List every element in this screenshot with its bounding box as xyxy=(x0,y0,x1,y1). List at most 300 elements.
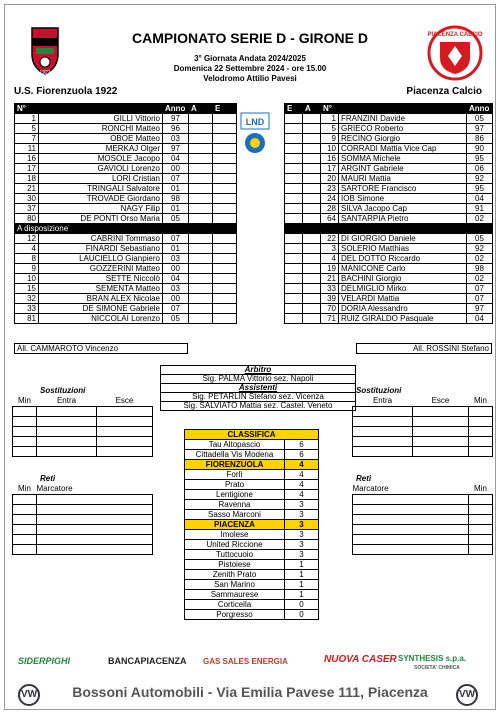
goal-row xyxy=(13,494,153,504)
player-name: RONCHI Matteo xyxy=(39,124,163,134)
player-year: 90 xyxy=(467,144,493,154)
player-year: 01 xyxy=(163,184,189,194)
goal-row xyxy=(13,524,153,534)
ammonito-cell xyxy=(189,124,213,134)
espulso-cell xyxy=(213,194,237,204)
player-year: 03 xyxy=(163,134,189,144)
venue-line: Velodromo Attilio Pavesi xyxy=(203,74,297,83)
player-row xyxy=(15,234,237,244)
espulso-cell xyxy=(213,114,237,124)
sponsor-gas-sales: GAS SALES ENERGIA xyxy=(203,657,288,666)
player-row xyxy=(15,184,237,194)
sub-row-cell[interactable] xyxy=(13,436,37,446)
espulso-cell xyxy=(285,234,303,244)
goal-row-cell[interactable] xyxy=(353,524,469,534)
goal-row-cell[interactable] xyxy=(469,514,493,524)
ammonito-cell xyxy=(189,284,213,294)
player-number: 5 xyxy=(15,124,39,134)
sub-row-cell[interactable] xyxy=(97,446,153,456)
standings-row xyxy=(185,530,319,540)
home-goals-table xyxy=(12,484,153,555)
ammonito-cell xyxy=(189,274,213,284)
espulso-cell xyxy=(213,144,237,154)
standings-points: 3 xyxy=(285,520,319,530)
goal-row xyxy=(353,544,493,554)
ammonito-cell xyxy=(189,194,213,204)
player-number: 17 xyxy=(321,164,339,174)
sub-row-cell[interactable] xyxy=(353,436,413,446)
goal-row-cell[interactable] xyxy=(469,544,493,554)
player-number: 3 xyxy=(321,244,339,254)
player-number: 1 xyxy=(321,114,339,124)
player-number: 11 xyxy=(15,144,39,154)
player-number: 4 xyxy=(15,244,39,254)
goal-row-cell[interactable] xyxy=(37,514,153,524)
player-number: 18 xyxy=(15,174,39,184)
sub-row-cell[interactable] xyxy=(413,406,469,416)
player-name: MANICONE Carlo xyxy=(339,264,467,274)
goal-row xyxy=(353,494,493,504)
goal-row xyxy=(13,534,153,544)
player-row xyxy=(15,154,237,164)
svg-text:PIACENZA CALCIO: PIACENZA CALCIO xyxy=(427,32,483,38)
goal-row-cell[interactable] xyxy=(13,524,37,534)
standings-team: United Riccione xyxy=(185,540,285,550)
sub-row-cell[interactable] xyxy=(97,406,153,416)
officials-table xyxy=(160,365,356,411)
sub-row-cell[interactable] xyxy=(413,426,469,436)
away-coach: All. ROSSINI Stefano xyxy=(356,343,492,354)
player-year: 04 xyxy=(163,274,189,284)
player-number: 5 xyxy=(321,124,339,134)
sub-row-cell[interactable] xyxy=(37,436,97,446)
sub-row-cell[interactable] xyxy=(13,446,37,456)
standings-row xyxy=(185,500,319,510)
sub-row-cell[interactable] xyxy=(353,406,413,416)
espulso-cell xyxy=(213,164,237,174)
player-number: 16 xyxy=(15,154,39,164)
sub-row-cell[interactable] xyxy=(97,416,153,426)
ammonito-cell xyxy=(303,194,321,204)
standings-row xyxy=(185,550,319,560)
ammonito-cell xyxy=(303,124,321,134)
player-year: 07 xyxy=(163,304,189,314)
goal-row-cell[interactable] xyxy=(13,494,37,504)
ammonito-cell xyxy=(189,214,213,224)
standings-points: 4 xyxy=(285,480,319,490)
ammonito-cell xyxy=(189,254,213,264)
ammonito-cell xyxy=(303,134,321,144)
sub-row xyxy=(353,406,493,416)
espulso-cell xyxy=(213,134,237,144)
standings-points: 4 xyxy=(285,490,319,500)
espulso-cell xyxy=(285,164,303,174)
player-row xyxy=(285,244,493,254)
vw-logo-icon: VW xyxy=(456,684,478,706)
standings-row xyxy=(185,490,319,500)
ammonito-cell xyxy=(303,114,321,124)
sub-row-cell[interactable] xyxy=(13,426,37,436)
standings-row xyxy=(185,560,319,570)
ammonito-cell xyxy=(189,234,213,244)
standings-row xyxy=(185,460,319,470)
player-row xyxy=(285,314,493,324)
player-number: 64 xyxy=(321,214,339,224)
player-name: LORI Cristian xyxy=(39,174,163,184)
assistenti-label: Assistenti xyxy=(161,384,356,393)
standings-points: 3 xyxy=(285,500,319,510)
standings-points: 6 xyxy=(285,450,319,460)
piacenza-logo-icon xyxy=(426,22,484,84)
standings-row xyxy=(185,540,319,550)
sub-row-cell[interactable] xyxy=(469,416,493,426)
sub-row-cell[interactable] xyxy=(413,416,469,426)
ammonito-cell xyxy=(303,284,321,294)
goal-row xyxy=(353,524,493,534)
goal-row xyxy=(353,504,493,514)
espulso-cell xyxy=(285,214,303,224)
player-name: FRANZINI Davide xyxy=(339,114,467,124)
goal-row-cell[interactable] xyxy=(353,504,469,514)
player-row xyxy=(285,124,493,134)
player-number: 17 xyxy=(15,164,39,174)
ammonito-cell xyxy=(303,234,321,244)
standings-row xyxy=(185,610,319,620)
standings-team: Lentigione xyxy=(185,490,285,500)
player-name: DE PONTI Orso Maria xyxy=(39,214,163,224)
player-number: 33 xyxy=(321,284,339,294)
player-year: 00 xyxy=(163,294,189,304)
sponsor-nuova-caser: NUOVA CASER xyxy=(324,654,397,665)
sponsor-siderpighi: SIDERPIGHI xyxy=(18,656,71,666)
player-year: 04 xyxy=(467,194,493,204)
away-team-name: Piacenza Calcio xyxy=(406,86,482,97)
standings-team: Cittadella Vis Modena xyxy=(185,450,285,460)
ammonito-cell xyxy=(189,184,213,194)
sub-row-cell[interactable] xyxy=(37,406,97,416)
player-row xyxy=(15,264,237,274)
espulso-cell xyxy=(285,154,303,164)
goal-row-cell[interactable] xyxy=(469,494,493,504)
sub-row xyxy=(13,406,153,416)
goals-min-label: Min xyxy=(18,484,31,494)
espulso-cell xyxy=(285,124,303,134)
away-subs-table xyxy=(352,396,493,457)
player-number: 20 xyxy=(321,174,339,184)
col-year: Anno xyxy=(163,104,189,114)
goal-row-cell[interactable] xyxy=(469,524,493,534)
sub-row-cell[interactable] xyxy=(37,426,97,436)
goal-row-cell[interactable] xyxy=(353,534,469,544)
goal-row-cell[interactable] xyxy=(469,534,493,544)
espulso-cell xyxy=(213,314,237,324)
player-year: 00 xyxy=(163,264,189,274)
espulso-cell xyxy=(285,274,303,284)
player-name: TRINGALI Salvatore xyxy=(39,184,163,194)
goal-row-cell[interactable] xyxy=(37,504,153,514)
match-header xyxy=(0,30,500,84)
espulso-cell xyxy=(213,154,237,164)
sub-row xyxy=(353,446,493,456)
player-row xyxy=(285,184,493,194)
lnd-logo-icon xyxy=(240,112,270,156)
player-year: 05 xyxy=(163,214,189,224)
footer-bossoni: Bossoni Automobili - Via Emilia Pavese 111, Piacenza xyxy=(72,684,428,700)
player-name: NICCOLAI Lorenzo xyxy=(39,314,163,324)
col-year: Anno xyxy=(467,104,493,114)
sub-row-cell[interactable] xyxy=(97,436,153,446)
standings-points: 3 xyxy=(285,530,319,540)
player-row xyxy=(15,114,237,124)
player-number: 32 xyxy=(15,294,39,304)
player-name: RUIZ GIRALDO Pasquale xyxy=(339,314,467,324)
player-number: 10 xyxy=(15,274,39,284)
player-row xyxy=(285,194,493,204)
sub-row-cell[interactable] xyxy=(37,446,97,456)
player-year: 01 xyxy=(163,244,189,254)
bench-separator-cell xyxy=(285,224,493,234)
player-year: 92 xyxy=(467,174,493,184)
player-year: 98 xyxy=(163,194,189,204)
standings-team: Prato xyxy=(185,480,285,490)
player-row xyxy=(15,294,237,304)
player-year: 02 xyxy=(467,254,493,264)
player-year: 05 xyxy=(163,314,189,324)
player-name: ARGINT Gabriele xyxy=(339,164,467,174)
ammonito-cell xyxy=(303,264,321,274)
date-time-line: Domenica 22 Settembre 2024 - ore 15.00 xyxy=(173,64,327,73)
player-year: 05 xyxy=(467,114,493,124)
player-number: 9 xyxy=(15,264,39,274)
espulso-cell xyxy=(213,234,237,244)
espulso-cell xyxy=(285,304,303,314)
col-number: N° xyxy=(321,104,339,114)
espulso-cell xyxy=(285,194,303,204)
espulso-cell xyxy=(285,114,303,124)
player-year: 98 xyxy=(467,264,493,274)
goal-row-cell[interactable] xyxy=(353,544,469,554)
sub-row xyxy=(13,426,153,436)
player-row xyxy=(285,114,493,124)
player-number: 37 xyxy=(15,204,39,214)
player-name: BACHINI Giorgio xyxy=(339,274,467,284)
standings-points: 3 xyxy=(285,550,319,560)
col-espulso: E xyxy=(285,104,303,114)
espulso-cell xyxy=(285,134,303,144)
player-number: 23 xyxy=(321,184,339,194)
goal-row-cell[interactable] xyxy=(37,534,153,544)
player-number: 39 xyxy=(321,294,339,304)
espulso-cell xyxy=(285,264,303,274)
player-year: 92 xyxy=(467,244,493,254)
standings-points: 3 xyxy=(285,540,319,550)
ammonito-cell xyxy=(303,214,321,224)
ammonito-cell xyxy=(189,174,213,184)
ammonito-cell xyxy=(303,204,321,214)
player-number: 33 xyxy=(15,304,39,314)
goal-row-cell[interactable] xyxy=(353,494,469,504)
espulso-cell xyxy=(285,244,303,254)
player-row xyxy=(15,174,237,184)
player-year: 97 xyxy=(467,124,493,134)
sub-row-cell[interactable] xyxy=(469,426,493,436)
standings-points: 4 xyxy=(285,460,319,470)
home-team-name: U.S. Fiorenzuola 1922 xyxy=(14,86,118,97)
sub-row-cell[interactable] xyxy=(37,416,97,426)
espulso-cell xyxy=(213,294,237,304)
player-row xyxy=(285,304,493,314)
espulso-cell xyxy=(285,314,303,324)
sub-row-cell[interactable] xyxy=(413,446,469,456)
ammonito-cell xyxy=(189,154,213,164)
sub-row-cell[interactable] xyxy=(97,426,153,436)
standings-row xyxy=(185,520,319,530)
sub-row-cell[interactable] xyxy=(469,446,493,456)
goal-row-cell[interactable] xyxy=(37,544,153,554)
player-number: 22 xyxy=(321,234,339,244)
ammonito-cell xyxy=(303,304,321,314)
espulso-cell xyxy=(285,144,303,154)
espulso-cell xyxy=(213,124,237,134)
col-name xyxy=(339,104,467,114)
player-year: 07 xyxy=(467,284,493,294)
player-name: GRIECO Roberto xyxy=(339,124,467,134)
player-name: SETTE Niccolò xyxy=(39,274,163,284)
home-roster-table xyxy=(14,103,237,324)
col-ammonito: A xyxy=(303,104,321,114)
goal-row-cell[interactable] xyxy=(13,544,37,554)
standings-team: Sasso Marconi xyxy=(185,510,285,520)
sub-row-cell[interactable] xyxy=(469,436,493,446)
standings-team: Zenith Prato xyxy=(185,570,285,580)
bench-separator xyxy=(15,224,237,234)
sub-row-cell[interactable] xyxy=(353,446,413,456)
standings-team: Ravenna xyxy=(185,500,285,510)
player-year: 07 xyxy=(467,294,493,304)
ammonito-cell xyxy=(303,254,321,264)
player-name: RECINO Giorgio xyxy=(339,134,467,144)
sponsor-synthesis-sub: SOCIETA' CHIMICA xyxy=(414,665,460,671)
player-number: 81 xyxy=(15,314,39,324)
sub-row-cell[interactable] xyxy=(413,436,469,446)
sub-row-cell[interactable] xyxy=(13,406,37,416)
player-year: 03 xyxy=(163,284,189,294)
player-year: 91 xyxy=(467,204,493,214)
home-subs-table xyxy=(12,396,153,457)
player-row xyxy=(15,244,237,254)
standings-team: Pistoiese xyxy=(185,560,285,570)
goal-row-cell[interactable] xyxy=(353,514,469,524)
goals-scorer-label: Marcatore xyxy=(36,484,73,494)
goal-row-cell[interactable] xyxy=(13,534,37,544)
player-row xyxy=(285,164,493,174)
espulso-cell xyxy=(213,284,237,294)
goal-row-cell[interactable] xyxy=(13,514,37,524)
goals-scorer-label: Marcatore xyxy=(352,484,389,494)
ammonito-cell xyxy=(303,164,321,174)
player-name: GAVIOLI Lorenzo xyxy=(39,164,163,174)
player-row xyxy=(15,164,237,174)
goal-row-cell[interactable] xyxy=(37,494,153,504)
player-name: BRAN ALEX Nicolae xyxy=(39,294,163,304)
player-year: 01 xyxy=(163,204,189,214)
sub-row xyxy=(13,446,153,456)
ammonito-cell xyxy=(189,244,213,254)
player-name: SARTORE Francisco xyxy=(339,184,467,194)
espulso-cell xyxy=(213,264,237,274)
col-espulso: E xyxy=(213,104,237,114)
standings-points: 0 xyxy=(285,600,319,610)
player-number: 1 xyxy=(15,114,39,124)
home-subs-title: Sostituzioni xyxy=(40,386,86,395)
player-number: 4 xyxy=(321,254,339,264)
sub-row xyxy=(13,416,153,426)
player-year: 97 xyxy=(163,144,189,154)
sub-row-cell[interactable] xyxy=(13,416,37,426)
player-name: MOSOLE Jacopo xyxy=(39,154,163,164)
sub-row-cell[interactable] xyxy=(469,406,493,416)
standings-row xyxy=(185,480,319,490)
player-row xyxy=(285,174,493,184)
goal-row-cell[interactable] xyxy=(37,524,153,534)
player-number: 80 xyxy=(15,214,39,224)
player-year: 04 xyxy=(163,154,189,164)
subs-entra-label: Entra xyxy=(56,396,77,406)
espulso-cell xyxy=(285,254,303,264)
championship-title: CAMPIONATO SERIE D - GIRONE D xyxy=(132,30,368,46)
player-name: CORRADI Mattia Vice Cap xyxy=(339,144,467,154)
player-year: 97 xyxy=(467,304,493,314)
ammonito-cell xyxy=(303,244,321,254)
player-year: 97 xyxy=(163,114,189,124)
svg-text:1922: 1922 xyxy=(39,70,51,76)
ammonito-cell xyxy=(303,294,321,304)
standings-row xyxy=(185,440,319,450)
goal-row xyxy=(353,534,493,544)
standings-team: PIACENZA xyxy=(185,520,285,530)
player-row xyxy=(285,214,493,224)
player-name: GOZZERINI Matteo xyxy=(39,264,163,274)
ammonito-cell xyxy=(189,204,213,214)
goal-row-cell[interactable] xyxy=(469,504,493,514)
standings-team: Sammaurese xyxy=(185,590,285,600)
standings-team: Tau Altopascio xyxy=(185,440,285,450)
espulso-cell xyxy=(285,204,303,214)
standings-team: Forlì xyxy=(185,470,285,480)
goal-row-cell[interactable] xyxy=(13,504,37,514)
player-number: 24 xyxy=(321,194,339,204)
standings-team: Porgresso xyxy=(185,610,285,620)
player-year: 02 xyxy=(467,274,493,284)
espulso-cell xyxy=(213,214,237,224)
ammonito-cell xyxy=(189,314,213,324)
subs-esce-label: Esce xyxy=(431,396,450,406)
player-row xyxy=(285,284,493,294)
espulso-cell xyxy=(285,284,303,294)
player-name: SOLERIO Matthias xyxy=(339,244,467,254)
player-row xyxy=(285,264,493,274)
player-number: 16 xyxy=(321,154,339,164)
player-number: 15 xyxy=(15,284,39,294)
away-roster-table xyxy=(284,103,493,324)
standings-points: 3 xyxy=(285,510,319,520)
player-name: DE SIMONE Gabriele xyxy=(39,304,163,314)
sub-row-cell[interactable] xyxy=(353,416,413,426)
player-year: 06 xyxy=(467,164,493,174)
sub-row-cell[interactable] xyxy=(353,426,413,436)
player-name: DEL DOTTO Riccardo xyxy=(339,254,467,264)
standings-row xyxy=(185,570,319,580)
